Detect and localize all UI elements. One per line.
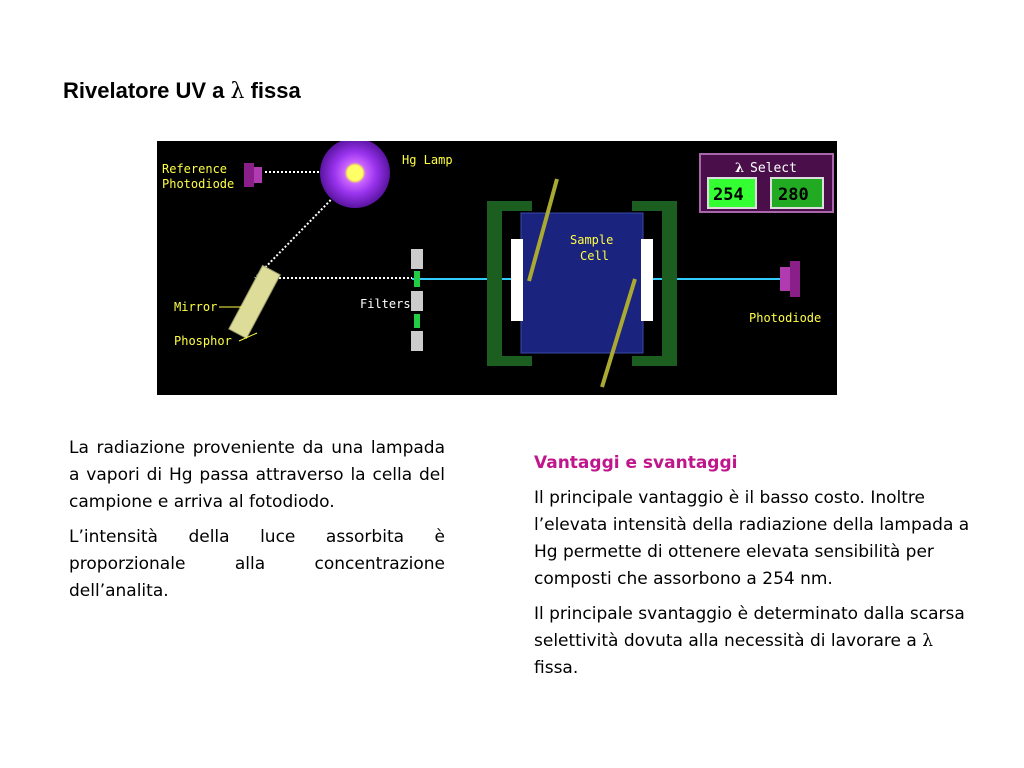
disadvantage-lambda: λ [922,631,933,651]
advantage-paragraph: Il principale vantaggio è il basso costo. Inoltre l’elevata intensità della radiazione della lampada a Hg permette di ottenere elevata sensibilità per composti che assorbono a 254 nm. [534,488,970,589]
wavelength-254-label: 254 [713,185,744,205]
mirror-phosphor-icon [229,265,280,338]
reference-photodiode-label-2: Photodiode [162,177,235,191]
filters-label: Filters [360,297,411,311]
title-prefix: Rivelatore UV a [63,78,225,103]
disadvantage-paragraph [534,601,979,682]
left-description [69,435,445,613]
slide-title [63,78,301,104]
diagram-svg [157,141,837,395]
photodiode-label: Photodiode [749,311,822,325]
sample-cell-label-1: Sample [570,233,614,247]
hg-lamp-label: Hg Lamp [402,153,453,167]
pros-cons-section [534,450,979,690]
lambda-select-label: Select [750,161,797,176]
disadvantage-text: Il principale svantaggio è determinato dalla scarsa selettività dovuta alla necessità di lavorare a [534,604,965,651]
wavelength-280-button[interactable] [771,178,823,208]
reference-photodiode-icon [244,163,262,187]
uv-detector-diagram [157,141,837,395]
title-suffix: fissa [250,78,301,103]
left-paragraph-2: L’intensità della luce assorbita è proporzionale alla concentrazione dell’analita. [69,527,445,601]
left-paragraph-1: La radiazione proveniente da una lampada a vapori di Hg passa attraverso la cella del campione e arriva al fotodiodo. [69,438,445,512]
lambda-symbol: λ [230,79,245,104]
wavelength-254-button[interactable] [708,178,756,208]
wavelength-280-label: 280 [778,185,809,205]
phosphor-label: Phosphor [174,334,232,348]
mirror-label: Mirror [174,300,218,314]
lambda-select-symbol: λ [735,161,745,176]
filters-icon [411,249,423,351]
sample-cell-icon [487,179,677,387]
pros-cons-heading: Vantaggi e svantaggi [534,453,738,473]
sample-cell-label-2: Cell [580,249,609,263]
disadvantage-suffix: fissa. [534,658,579,678]
reference-photodiode-label-1: Reference [162,162,228,176]
photodiode-icon [780,261,800,297]
hg-lamp-core [347,165,363,181]
